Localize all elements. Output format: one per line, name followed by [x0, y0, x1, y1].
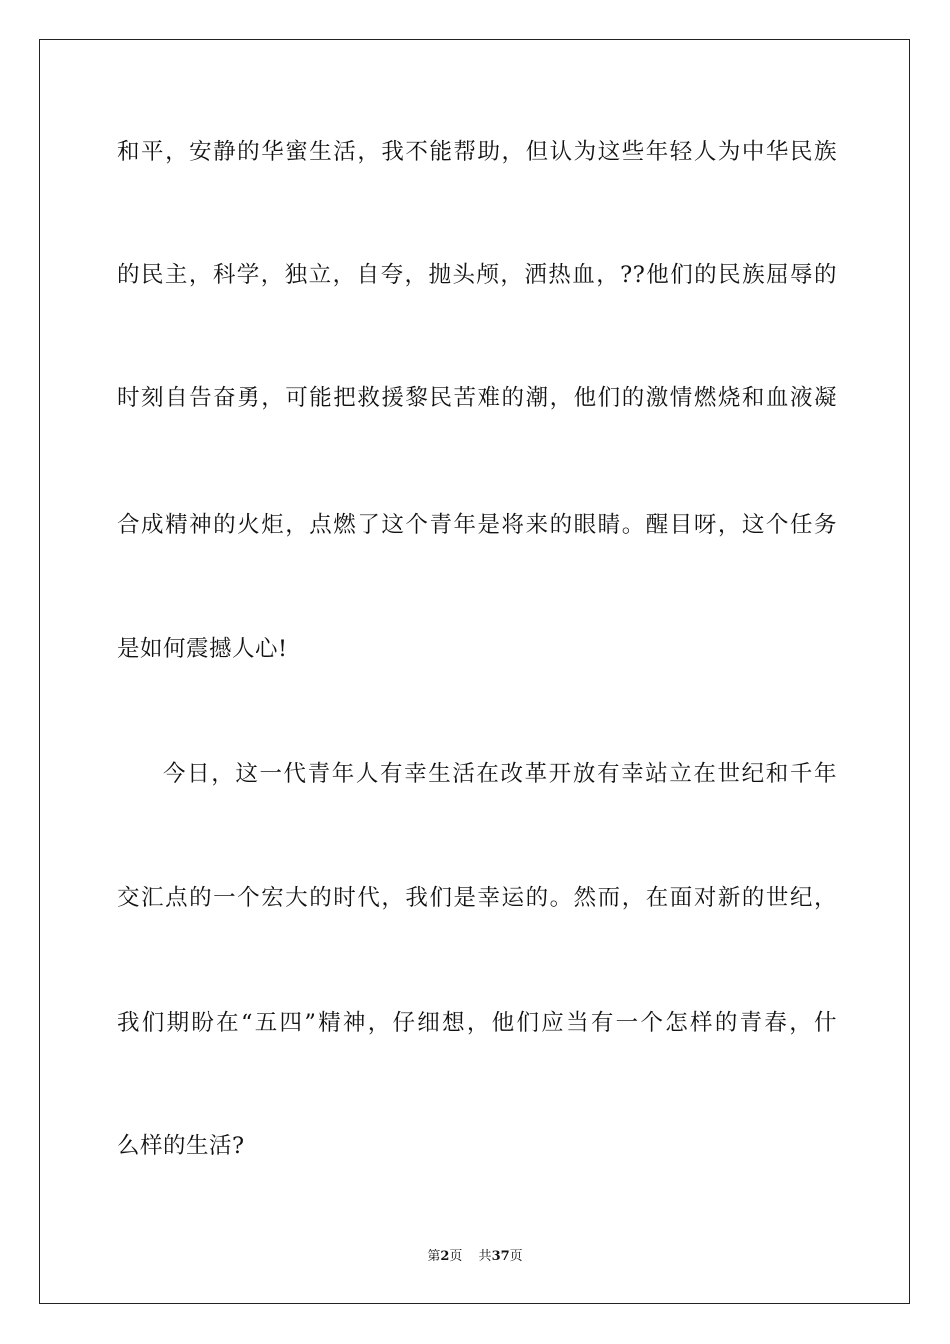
text-line: 合成精神的火炬，点燃了这个青年是将来的眼睛。醒目呀，这个任务 — [117, 512, 837, 538]
current-page: 第2页 — [427, 1249, 463, 1264]
text-line: 我们期盼在“五四”精神，仔细想，他们应当有一个怎样的青春，什 — [117, 1010, 837, 1036]
text-line: 和平，安静的华蜜生活，我不能帮助，但认为这些年轻人为中华民族 — [117, 139, 837, 165]
text-line: 的民主，科学，独立，自夸，抛头颅，洒热血，??他们的民族屈辱的 — [117, 262, 837, 288]
text-line: 时刻自告奋勇，可能把救援黎民苦难的潮，他们的激情燃烧和血液凝 — [117, 385, 837, 411]
paragraph-first-line: 今日，这一代青年人有幸生活在改革开放有幸站立在世纪和千年 — [163, 761, 837, 787]
total-pages: 共37页 — [478, 1249, 523, 1264]
text-line: 交汇点的一个宏大的时代，我们是幸运的。然而，在面对新的世纪， — [117, 885, 837, 911]
page-footer — [0, 1245, 950, 1264]
page-border — [39, 39, 910, 1304]
text-line: 么样的生活? — [117, 1133, 245, 1159]
text-line: 是如何震撼人心! — [117, 636, 288, 662]
